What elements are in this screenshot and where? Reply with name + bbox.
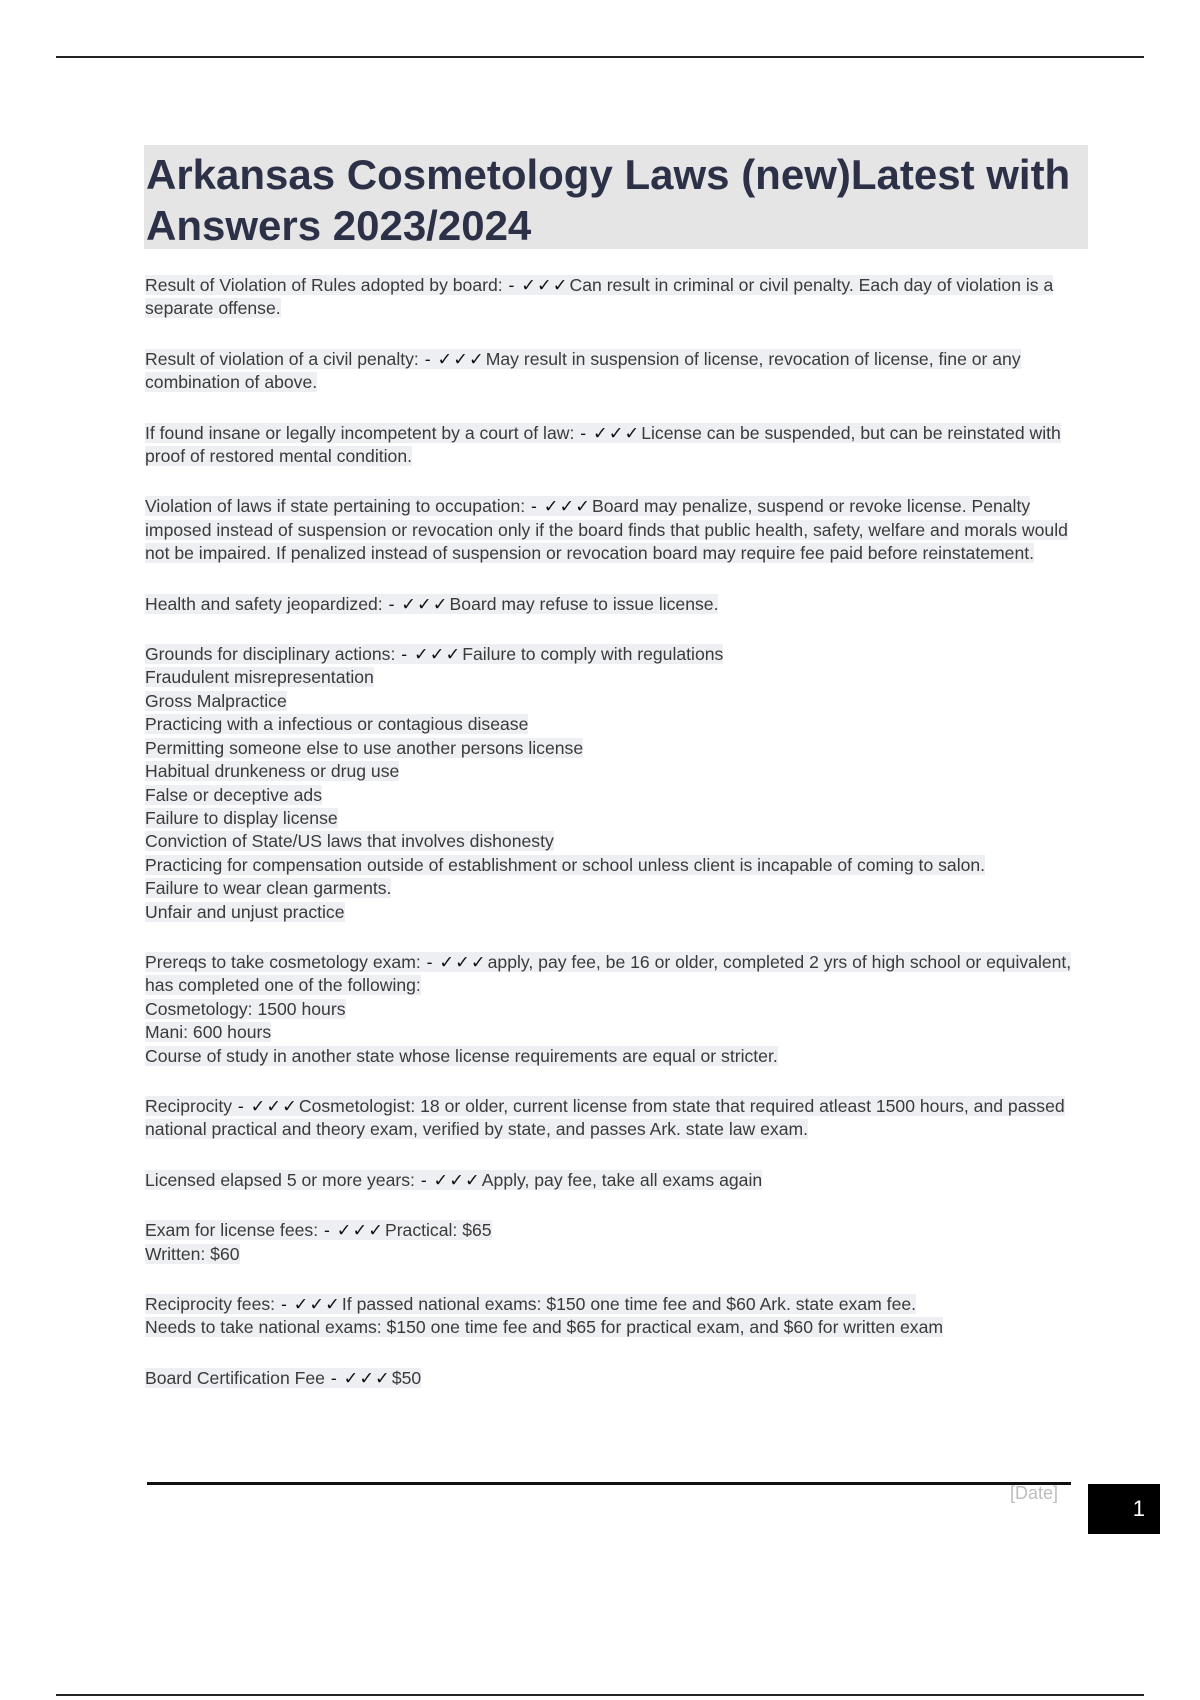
answer-text: Apply, pay fee, take all exams again bbox=[481, 1169, 763, 1190]
answer-list-line bbox=[145, 666, 1090, 689]
qa-main-line bbox=[145, 348, 1090, 395]
qa-main-line bbox=[145, 422, 1090, 469]
qa-entry bbox=[145, 422, 1090, 469]
answer-text: If passed national exams: $150 one time fee and $60 Ark. state exam fee. bbox=[341, 1294, 917, 1314]
check-mark-icon: - ✓✓✓ bbox=[420, 1169, 481, 1190]
qa-entry bbox=[145, 1169, 1090, 1192]
qa-main-line bbox=[145, 1293, 1090, 1316]
answer-list-line bbox=[145, 760, 1090, 783]
answer-list-line bbox=[145, 784, 1090, 807]
answer-text: apply, pay fee, be 16 or older, completed 2 yrs of high school or equivalent, has completed one of the following: bbox=[145, 951, 1072, 996]
qa-entry bbox=[145, 643, 1090, 924]
answer-text: Practical: $65 bbox=[384, 1220, 492, 1241]
check-mark-icon: - ✓✓✓ bbox=[280, 1294, 341, 1314]
qa-entry bbox=[145, 274, 1090, 321]
answer-list-line bbox=[145, 1021, 1090, 1044]
page-number: 1 bbox=[1132, 1496, 1145, 1521]
qa-main-line bbox=[145, 1367, 1090, 1390]
check-mark-icon: - ✓✓✓ bbox=[237, 1095, 298, 1116]
answer-text: Board may penalize, suspend or revoke license. Penalty imposed instead of suspension or revocation only if the board finds that public health, safety, welfare and morals would not be impaired. If penalized instead of suspension or revocation board may require fee paid before reinstatement. bbox=[145, 496, 1068, 564]
question-text: Prereqs to take cosmetology exam: bbox=[145, 951, 426, 972]
question-text: Exam for license fees: bbox=[145, 1220, 323, 1241]
qa-entry bbox=[145, 593, 1090, 616]
qa-main-line bbox=[145, 593, 1090, 616]
qa-list bbox=[145, 274, 1090, 1417]
answer-list-text: Failure to wear clean garments. bbox=[145, 878, 392, 899]
qa-entry bbox=[145, 1219, 1090, 1266]
answer-list-text: Written: $60 bbox=[145, 1243, 240, 1264]
answer-list-line bbox=[145, 830, 1090, 853]
answer-list-text: Practicing with a infectious or contagious disease bbox=[145, 714, 529, 735]
footer-date: [Date] bbox=[1010, 1483, 1059, 1503]
answer-text: $50 bbox=[391, 1367, 422, 1388]
answer-list-text: Needs to take national exams: $150 one time fee and $65 for practical exam, and $60 for written exam bbox=[145, 1317, 944, 1338]
answer-list-text: Unfair and unjust practice bbox=[145, 901, 345, 922]
check-mark-icon: - ✓✓✓ bbox=[508, 275, 569, 295]
question-text: Grounds for disciplinary actions: bbox=[145, 644, 401, 665]
qa-main-line bbox=[145, 274, 1090, 321]
qa-main-line bbox=[145, 1219, 1090, 1242]
qa-main-line bbox=[145, 1169, 1090, 1192]
qa-entry bbox=[145, 495, 1090, 565]
answer-list-text: Gross Malpractice bbox=[145, 690, 287, 711]
answer-text: Can result in criminal or civil penalty. Each day of violation is a separate offense. bbox=[145, 275, 1054, 319]
answer-list-text: False or deceptive ads bbox=[145, 784, 323, 805]
answer-text: Failure to comply with regulations bbox=[462, 644, 724, 665]
answer-list-line bbox=[145, 854, 1090, 877]
qa-main-line bbox=[145, 1095, 1090, 1142]
question-text: Result of violation of a civil penalty: bbox=[145, 348, 424, 369]
question-text: If found insane or legally incompetent by a court of law: bbox=[145, 422, 580, 443]
question-text: Reciprocity bbox=[145, 1095, 237, 1116]
answer-text: License can be suspended, but can be reinstated with proof of restored mental condition. bbox=[145, 422, 1061, 467]
answer-list-text: Course of study in another state whose license requirements are equal or stricter. bbox=[145, 1045, 778, 1066]
check-mark-icon: - ✓✓✓ bbox=[330, 1367, 391, 1388]
qa-entry bbox=[145, 1367, 1090, 1390]
answer-list-text: Conviction of State/US laws that involves dishonesty bbox=[145, 831, 554, 852]
check-mark-icon: - ✓✓✓ bbox=[531, 496, 592, 517]
answer-list-line bbox=[145, 877, 1090, 900]
footer-rule bbox=[147, 1482, 1071, 1485]
qa-main-line bbox=[145, 951, 1090, 998]
question-text: Reciprocity fees: bbox=[145, 1294, 280, 1314]
answer-list-line bbox=[145, 737, 1090, 760]
answer-text: Board may refuse to issue license. bbox=[449, 593, 719, 614]
title-banner bbox=[144, 145, 1088, 249]
question-text: Board Certification Fee bbox=[145, 1367, 330, 1388]
answer-text: May result in suspension of license, revocation of license, fine or any combination of above. bbox=[145, 348, 1021, 393]
question-text: Health and safety jeopardized: bbox=[145, 593, 388, 614]
qa-main-line bbox=[145, 495, 1090, 565]
qa-entry bbox=[145, 1293, 1090, 1340]
bottom-rule bbox=[56, 1694, 1144, 1696]
answer-list-line bbox=[145, 998, 1090, 1021]
check-mark-icon: - ✓✓✓ bbox=[580, 422, 641, 443]
answer-list-text: Habitual drunkeness or drug use bbox=[145, 761, 400, 782]
check-mark-icon: - ✓✓✓ bbox=[424, 348, 485, 369]
answer-list-line bbox=[145, 1316, 1090, 1339]
answer-list-line bbox=[145, 807, 1090, 830]
qa-entry bbox=[145, 1095, 1090, 1142]
question-text: Licensed elapsed 5 or more years: bbox=[145, 1169, 420, 1190]
check-mark-icon: - ✓✓✓ bbox=[401, 644, 462, 665]
check-mark-icon: - ✓✓✓ bbox=[323, 1220, 384, 1241]
answer-list-text: Permitting someone else to use another persons license bbox=[145, 737, 584, 758]
qa-entry bbox=[145, 348, 1090, 395]
top-rule bbox=[56, 56, 1144, 58]
answer-list-line bbox=[145, 1243, 1090, 1266]
qa-main-line bbox=[145, 643, 1090, 666]
qa-entry bbox=[145, 951, 1090, 1068]
page-title: Arkansas Cosmetology Laws (new)Latest with Answers 2023/2024 bbox=[146, 151, 1071, 249]
question-text: Result of Violation of Rules adopted by board: bbox=[145, 275, 508, 295]
page-number-box bbox=[1088, 1484, 1160, 1534]
answer-list-line bbox=[145, 1045, 1090, 1068]
answer-list-text: Failure to display license bbox=[145, 807, 338, 828]
answer-text: Cosmetologist: 18 or older, current license from state that required atleast 1500 hours, and passed national practical and theory exam, verified by state, and passes Ark. state law exam. bbox=[145, 1095, 1065, 1140]
answer-list-text: Fraudulent misrepresentation bbox=[145, 667, 374, 688]
answer-list-line bbox=[145, 901, 1090, 924]
question-text: Violation of laws if state pertaining to occupation: bbox=[145, 496, 531, 517]
check-mark-icon: - ✓✓✓ bbox=[426, 951, 487, 972]
answer-list-text: Practicing for compensation outside of establishment or school unless client is incapable of coming to salon. bbox=[145, 854, 986, 875]
answer-list-line bbox=[145, 713, 1090, 736]
answer-list-text: Cosmetology: 1500 hours bbox=[145, 998, 346, 1019]
answer-list-text: Mani: 600 hours bbox=[145, 1022, 272, 1043]
answer-list-line bbox=[145, 690, 1090, 713]
check-mark-icon: - ✓✓✓ bbox=[388, 593, 449, 614]
